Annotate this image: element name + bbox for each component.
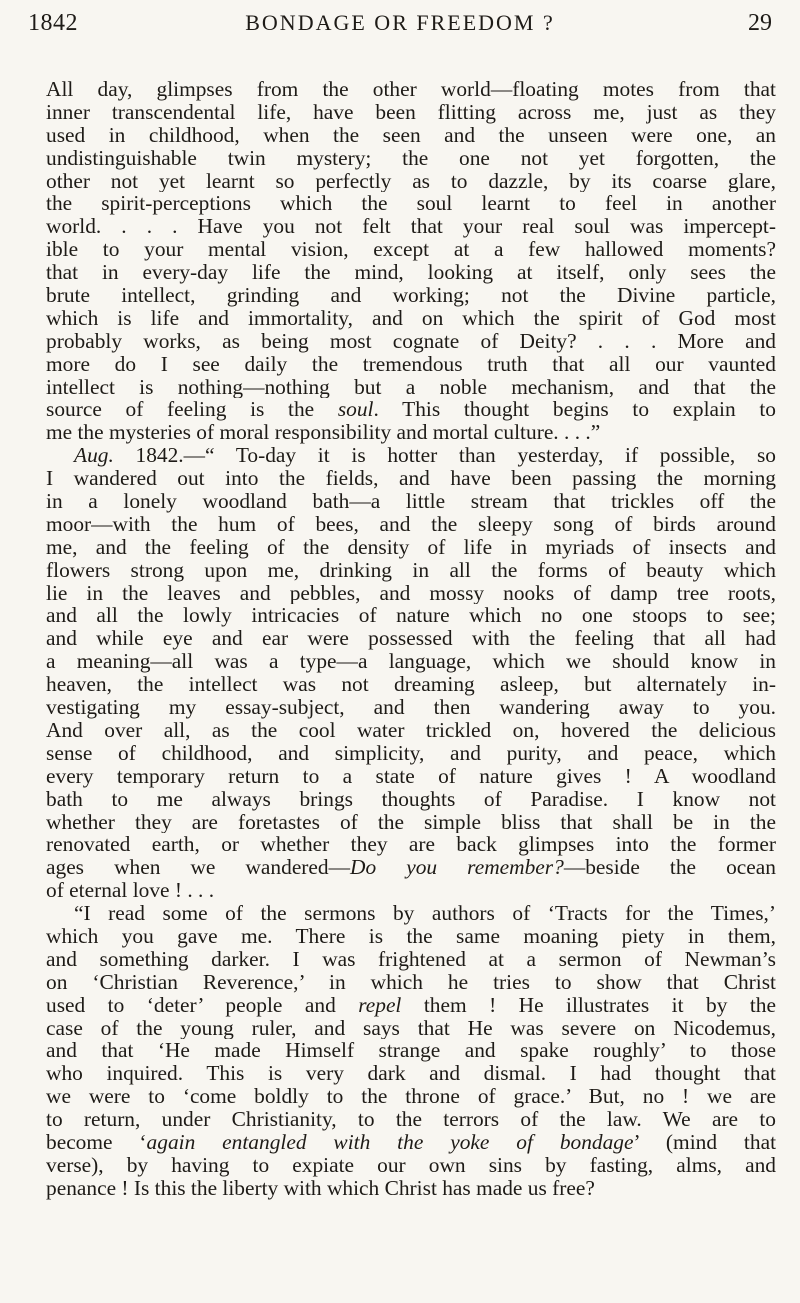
text-line (46, 1062, 776, 1085)
text-segment: them ! He illustrates it by the (401, 993, 776, 1017)
text-line (46, 261, 776, 284)
text-line (46, 124, 776, 147)
text-line (46, 444, 776, 467)
text-segment: used in childhood, when the seen and the unseen were one, an (46, 123, 776, 147)
text-line (46, 307, 776, 330)
text-segment: and that ‘He made Himself strange and spake roughly’ to those (46, 1039, 776, 1063)
text-line (46, 1039, 776, 1062)
text-segment: I wandered out into the fields, and have been passing the morning (46, 467, 776, 491)
text-line (46, 467, 776, 490)
text-segment: who inquired. This is very dark and dismal. I had thought that (46, 1062, 776, 1086)
text-segment: ible to your mental vision, except at a few hallowed moments? (46, 238, 776, 262)
text-segment: inner transcendental life, have been flitting across me, just as they (46, 100, 776, 124)
text-segment: 1842.—“ To-day it is hotter than yesterday, if possible, so (113, 444, 776, 468)
text-line (46, 673, 776, 696)
text-line (46, 284, 776, 307)
text-line (46, 971, 776, 994)
text-segment: in a lonely woodland bath—a little stream that trickles off the (46, 490, 776, 513)
text-segment: . This thought begins to explain to (373, 398, 776, 422)
text-segment: me, and the feeling of the density of life in myriads of insects and (46, 535, 776, 559)
text-segment: that in every-day life the mind, looking at itself, only sees the (46, 261, 776, 285)
text-segment: case of the young ruler, and says that He was severe on Nicodemus, (46, 1016, 776, 1040)
text-line (46, 421, 776, 444)
text-line (46, 902, 776, 925)
italic-text: Do you remember? (350, 856, 564, 880)
text-segment: which is life and immortality, and on which the spirit of God most (46, 306, 776, 330)
text-line (46, 879, 776, 902)
header-year: 1842 (28, 10, 78, 36)
italic-text: repel (358, 993, 402, 1017)
text-line (46, 788, 776, 811)
text-segment: ’ (mind that (633, 1130, 776, 1154)
text-line (46, 719, 776, 742)
text-segment: world. . . . Have you not felt that your real soul was impercept- (46, 215, 776, 239)
text-segment: heaven, the intellect was not dreaming asleep, but alternately in- (46, 673, 776, 697)
text-segment: and something darker. I was frightened at a sermon of Newman’s (46, 947, 776, 971)
text-segment: And over all, as the cool water trickled on, hovered the delicious (46, 718, 776, 742)
text-line (46, 238, 776, 261)
running-title: BONDAGE OR FREEDOM ? (245, 10, 555, 35)
text-line (46, 650, 776, 673)
text-segment: penance ! Is this the liberty with which Christ has made us free? (46, 1176, 595, 1200)
text-segment: and while eye and ear were possessed with the feeling that all had (46, 627, 776, 651)
text-line (46, 1017, 776, 1040)
text-segment: a meaning—all was a type—a language, which we should know in (46, 650, 776, 674)
text-line (46, 765, 776, 788)
text-line (46, 215, 776, 238)
text-segment: and all the lowly intricacies of nature which no one stoops to see; (46, 604, 776, 628)
text-line (46, 559, 776, 582)
text-line (46, 1177, 776, 1200)
text-segment: every temporary return to a state of nature gives ! A woodland (46, 764, 776, 788)
text-line (46, 856, 776, 879)
text-segment: other not yet learnt so perfectly as to dazzle, by its coarse glare, (46, 169, 776, 193)
text-line (46, 1085, 776, 1108)
text-segment: on ‘Christian Reverence,’ in which he tries to show that Christ (46, 970, 776, 994)
text-segment: bath to me always brings thoughts of Paradise. I know not (46, 787, 776, 811)
text-segment: me the mysteries of moral responsibility and mortal culture. . . .” (46, 421, 601, 445)
running-header (28, 10, 772, 40)
text-segment: which you gave me. There is the same moaning piety in them, (46, 924, 776, 948)
text-segment: more do I see daily the tremendous truth that all our vaunted (46, 352, 776, 376)
text-segment: the spirit-perceptions which the soul learnt to feel in another (46, 192, 776, 216)
text-line (46, 147, 776, 170)
text-line (46, 742, 776, 765)
text-segment: sense of childhood, and simplicity, and purity, and peace, which (46, 741, 776, 765)
text-segment: flowers strong upon me, drinking in all the forms of beauty which (46, 558, 776, 582)
page-number: 29 (748, 10, 772, 36)
text-line (46, 490, 776, 513)
text-line (46, 1154, 776, 1177)
text-segment: “I read some of the sermons by authors of ‘Tracts for the Times,’ (74, 902, 776, 925)
text-line (46, 833, 776, 856)
text-line (46, 811, 776, 834)
text-line (46, 582, 776, 605)
text-segment: ages when we wandered— (46, 856, 351, 880)
text-line (46, 513, 776, 536)
text-segment: intellect is nothing—nothing but a noble mechanism, and that the (46, 375, 776, 399)
text-segment: renovated earth, or whether they are back glimpses into the former (46, 833, 776, 857)
text-line (46, 330, 776, 353)
italic-text: Aug. (74, 444, 114, 468)
body-text (46, 78, 776, 1200)
text-line (46, 101, 776, 124)
text-segment: become ‘ (46, 1130, 147, 1154)
text-line (46, 376, 776, 399)
text-line (46, 398, 776, 421)
italic-text: soul (337, 398, 374, 422)
text-segment: we were to ‘come boldly to the throne of grace.’ But, no ! we are (46, 1085, 776, 1109)
text-segment: used to ‘deter’ people and (46, 993, 359, 1017)
text-line (46, 536, 776, 559)
text-line (46, 353, 776, 376)
text-segment: undistinguishable twin mystery; the one not yet forgotten, the (46, 146, 776, 170)
text-segment: verse), by having to expiate our own sins by fasting, alms, and (46, 1153, 776, 1177)
text-segment: whether they are foretastes of the simple bliss that shall be in the (46, 810, 776, 834)
text-line (46, 1108, 776, 1131)
text-line (46, 696, 776, 719)
italic-text: again entangled with the yoke of bondage (146, 1130, 634, 1154)
text-segment: to return, under Christianity, to the terrors of the law. We are to (46, 1108, 776, 1131)
text-line (46, 627, 776, 650)
text-segment: brute intellect, grinding and working; not the Divine particle, (46, 284, 776, 307)
text-segment: —beside the ocean (563, 856, 776, 880)
text-line (46, 170, 776, 193)
text-segment: source of feeling is the (46, 398, 338, 422)
text-line (46, 604, 776, 627)
text-segment: of eternal love ! . . . (46, 879, 215, 903)
text-segment: moor—with the hum of bees, and the sleepy song of birds around (46, 512, 776, 536)
text-line (46, 925, 776, 948)
text-line (46, 994, 776, 1017)
text-line (46, 192, 776, 215)
text-line (46, 78, 776, 101)
text-segment: lie in the leaves and pebbles, and mossy nooks of damp tree roots, (46, 581, 776, 605)
text-line (46, 1131, 776, 1154)
text-line (46, 948, 776, 971)
text-segment: All day, glimpses from the other world—floating motes from that (46, 78, 776, 101)
text-segment: vestigating my essay-subject, and then wandering away to you. (46, 696, 776, 719)
text-segment: probably works, as being most cognate of Deity? . . . More and (46, 329, 776, 353)
